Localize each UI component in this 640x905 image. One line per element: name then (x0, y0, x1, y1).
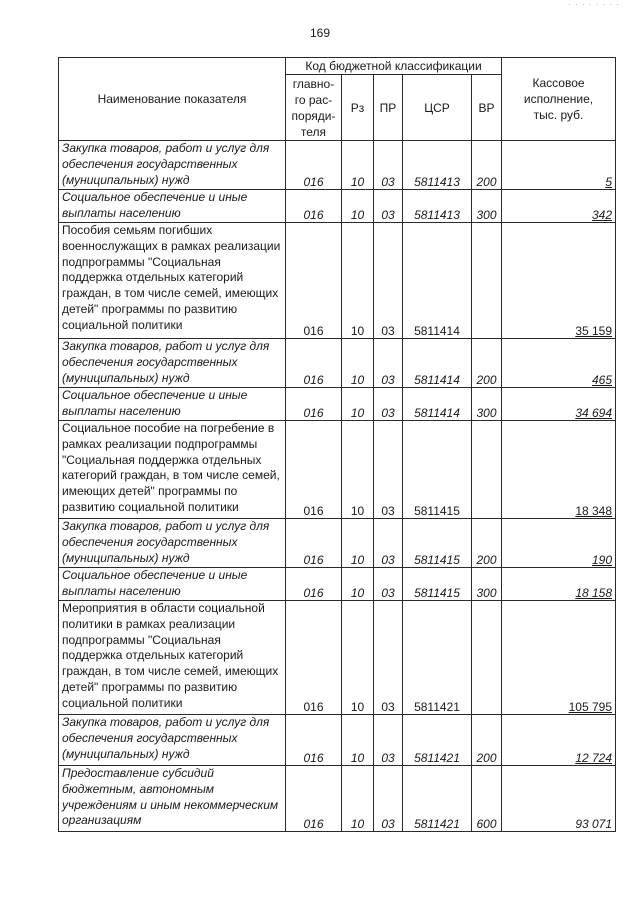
row-csr: 5811421 (403, 766, 472, 832)
row-amount (502, 715, 616, 766)
row-rz: 10 (342, 141, 374, 190)
table-row (59, 519, 616, 568)
row-glav: 016 (286, 141, 342, 190)
row-name: Социальное пособие на погребение в рамках реализации подпрограммы "Социальная поддержка отдельных категорий граждан, в том числе семей, имеющих детей" программы по развитию социальной политики (59, 421, 286, 519)
row-amount (502, 766, 616, 832)
row-vr: 300 (472, 190, 502, 223)
header-classification-code: Код бюджетной классификации (286, 58, 502, 75)
table-row (59, 715, 616, 766)
row-vr (472, 421, 502, 519)
header-rz: Рз (342, 75, 374, 141)
table-row (59, 601, 616, 715)
row-glav: 016 (286, 190, 342, 223)
row-amount-value: 34 694 (575, 406, 613, 420)
header-indicator-name: Наименование показателя (59, 58, 286, 141)
row-csr: 5811415 (403, 568, 472, 601)
row-amount (502, 601, 616, 715)
table-row (59, 190, 616, 223)
row-csr: 5811413 (403, 141, 472, 190)
table-row (59, 223, 616, 339)
row-vr: 600 (472, 766, 502, 832)
row-csr: 5811421 (403, 601, 472, 715)
row-glav: 016 (286, 421, 342, 519)
row-pr: 03 (374, 601, 403, 715)
row-csr: 5811415 (403, 519, 472, 568)
row-amount-value: 5 (605, 175, 613, 189)
row-amount-value: 465 (591, 373, 613, 387)
row-rz: 10 (342, 421, 374, 519)
row-rz: 10 (342, 766, 374, 832)
row-rz: 10 (342, 715, 374, 766)
row-vr: 200 (472, 715, 502, 766)
row-vr (472, 601, 502, 715)
row-glav: 016 (286, 388, 342, 421)
row-vr: 300 (472, 568, 502, 601)
row-name: Социальное обеспечение и иные выплаты населению (59, 190, 286, 223)
header-pr: ПР (374, 75, 403, 141)
row-vr: 200 (472, 519, 502, 568)
row-amount (502, 223, 616, 339)
row-amount (502, 339, 616, 388)
row-csr: 5811415 (403, 421, 472, 519)
row-glav: 016 (286, 519, 342, 568)
table-row (59, 141, 616, 190)
row-pr: 03 (374, 223, 403, 339)
row-csr: 5811421 (403, 715, 472, 766)
row-glav: 016 (286, 766, 342, 832)
header-vr: ВР (472, 75, 502, 141)
row-rz: 10 (342, 388, 374, 421)
scan-corner-mark: · · · · · · · · (568, 0, 620, 9)
table-row (59, 339, 616, 388)
row-csr: 5811413 (403, 190, 472, 223)
table-row (59, 766, 616, 832)
table-row (59, 421, 616, 519)
row-amount (502, 141, 616, 190)
row-glav: 016 (286, 601, 342, 715)
row-pr: 03 (374, 388, 403, 421)
row-amount (502, 568, 616, 601)
row-name: Социальное обеспечение и иные выплаты населению (59, 388, 286, 421)
row-pr: 03 (374, 339, 403, 388)
row-csr: 5811414 (403, 339, 472, 388)
row-amount-value: 105 795 (568, 700, 613, 714)
row-pr: 03 (374, 519, 403, 568)
row-amount (502, 519, 616, 568)
row-glav: 016 (286, 568, 342, 601)
row-pr: 03 (374, 715, 403, 766)
budget-execution-table (58, 57, 616, 832)
table-row (59, 388, 616, 421)
row-amount-value: 93 071 (575, 817, 613, 831)
row-rz: 10 (342, 190, 374, 223)
row-amount (502, 388, 616, 421)
row-pr: 03 (374, 568, 403, 601)
row-vr: 200 (472, 339, 502, 388)
row-name: Закупка товаров, работ и услуг для обеспечения государственных (муниципальных) нужд (59, 141, 286, 190)
row-glav: 016 (286, 223, 342, 339)
table-row (59, 568, 616, 601)
row-rz: 10 (342, 601, 374, 715)
row-vr (472, 223, 502, 339)
row-amount (502, 421, 616, 519)
row-amount (502, 190, 616, 223)
row-pr: 03 (374, 141, 403, 190)
row-glav: 016 (286, 339, 342, 388)
row-name: Пособия семьям погибших военнослужащих в рамках реализации подпрограммы "Социальная поддержка отдельных категорий граждан, в том числе семей, имеющих детей" программы по развитию социальной политики (59, 223, 286, 339)
row-name: Закупка товаров, работ и услуг для обеспечения государственных (муниципальных) нужд (59, 715, 286, 766)
row-pr: 03 (374, 421, 403, 519)
row-amount-value: 190 (591, 553, 613, 567)
row-vr: 200 (472, 141, 502, 190)
row-pr: 03 (374, 766, 403, 832)
row-rz: 10 (342, 223, 374, 339)
row-name: Закупка товаров, работ и услуг для обеспечения государственных (муниципальных) нужд (59, 519, 286, 568)
header-csr: ЦСР (403, 75, 472, 141)
row-rz: 10 (342, 339, 374, 388)
header-chief-administrator: главно-го рас-поряди-теля (286, 75, 342, 141)
row-glav: 016 (286, 715, 342, 766)
header-cash-execution: Кассовое исполнение, тыс. руб. (502, 58, 616, 141)
page-number: 169 (309, 26, 331, 40)
row-pr: 03 (374, 190, 403, 223)
row-name: Социальное обеспечение и иные выплаты населению (59, 568, 286, 601)
row-vr: 300 (472, 388, 502, 421)
row-amount-value: 18 158 (575, 586, 613, 600)
row-amount-value: 35 159 (575, 324, 613, 338)
row-name: Закупка товаров, работ и услуг для обеспечения государственных (муниципальных) нужд (59, 339, 286, 388)
row-csr: 5811414 (403, 223, 472, 339)
row-name: Предоставление субсидий бюджетным, автономным учреждениям и иным некоммерческим организациям (59, 766, 286, 832)
row-amount-value: 342 (591, 208, 613, 222)
row-rz: 10 (342, 519, 374, 568)
row-name: Мероприятия в области социальной политики в рамках реализации подпрограммы "Социальная поддержка отдельных категорий граждан, в том числе семей, имеющих детей" программы по развитию социальной политики (59, 601, 286, 715)
row-amount-value: 12 724 (575, 751, 613, 765)
row-csr: 5811414 (403, 388, 472, 421)
row-amount-value: 18 348 (575, 504, 613, 518)
row-rz: 10 (342, 568, 374, 601)
